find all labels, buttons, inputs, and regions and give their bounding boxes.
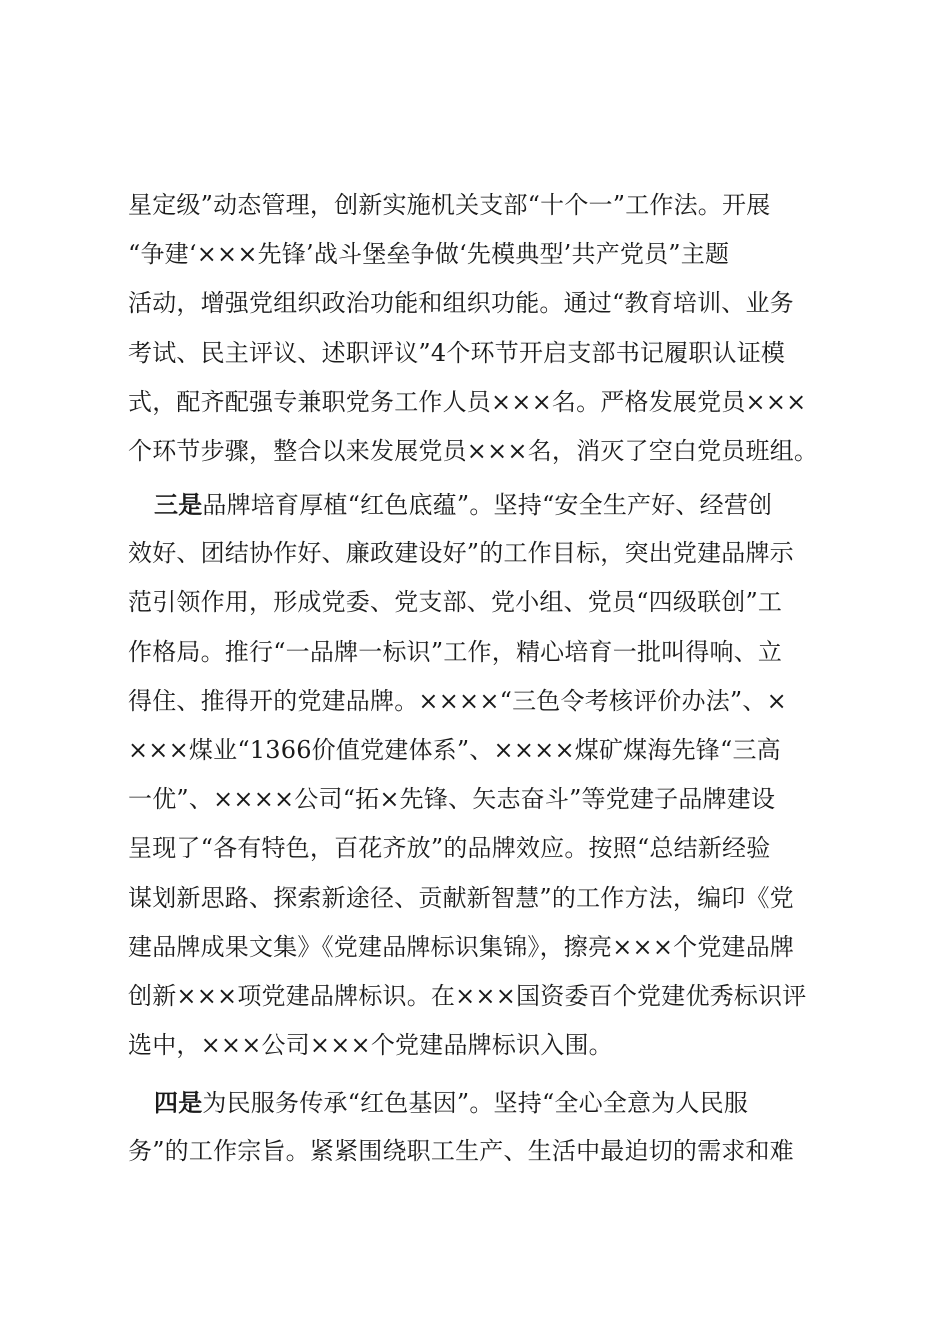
text-line: 考试、民主评议、述职评议”4个环节开启支部书记履职认证模 [128,338,786,367]
paragraph-first-line [128,1078,858,1127]
text-line: “争建‘×××先锋’战斗堡垒争做‘先模典型’共产党员”主题 [128,240,730,269]
paragraph-first-line-text: 品牌培育厚植“红色底蕴”。坚持“安全生产好、经营创 [202,491,773,519]
text-line: 建品牌成果文集》《党建品牌标识集锦》，擦亮×××个党建品牌 [128,932,795,961]
text-line: 创新×××项党建品牌标识。在×××国资委百个党建优秀标识评 [128,981,807,1010]
paragraph-four [128,1078,858,1176]
text-line: 一优”、××××公司“拓×先锋、矢志奋斗”等党建子品牌建设 [128,785,776,814]
text-line: ×××煤业“1366价值党建体系”、××××煤矿煤海先锋“三高 [128,735,781,764]
text-line: 选中，×××公司×××个党建品牌标识入围。 [128,1031,613,1060]
paragraph-continued [128,181,858,476]
paragraph-lead: 三是 [154,490,203,519]
text-line: 作格局。推行“一品牌一标识”工作，精心培育一批叫得响、立 [128,637,783,666]
text-line: 得住、推得开的党建品牌。××××“三色令考核评价办法”、× [128,686,787,715]
paragraph-first-line [128,480,858,529]
text-line: 务”的工作宗旨。紧紧围绕职工生产、生活中最迫切的需求和难 [128,1137,794,1166]
text-line: 式，配齐配强专兼职党务工作人员×××名。严格发展党员××× [128,387,807,416]
paragraph-three [128,480,858,1070]
text-line: 星定级”动态管理，创新实施机关支部“十个一”工作法。开展 [128,191,771,219]
text-line: 效好、团结协作好、廉政建设好”的工作目标，突出党建品牌示 [128,539,794,568]
text-line: 活动，增强党组织政治功能和组织功能。通过“教育培训、业务 [128,289,794,318]
paragraph-lead: 四是 [154,1088,203,1117]
text-line: 谋划新思路、探索新途径、贡献新智慧”的工作方法，编印《党 [128,883,794,912]
paragraph-first-line-text: 为民服务传承“红色基因”。坚持“全心全意为人民服 [202,1089,749,1117]
text-line: 范引领作用，形成党委、党支部、党小组、党员“四级联创”工 [128,588,783,617]
text-line: 个环节步骤，整合以来发展党员×××名，消灭了空白党员班组。 [128,436,819,465]
text-line: 呈现了“各有特色，百花齐放”的品牌效应。按照“总结新经验 [128,834,771,863]
